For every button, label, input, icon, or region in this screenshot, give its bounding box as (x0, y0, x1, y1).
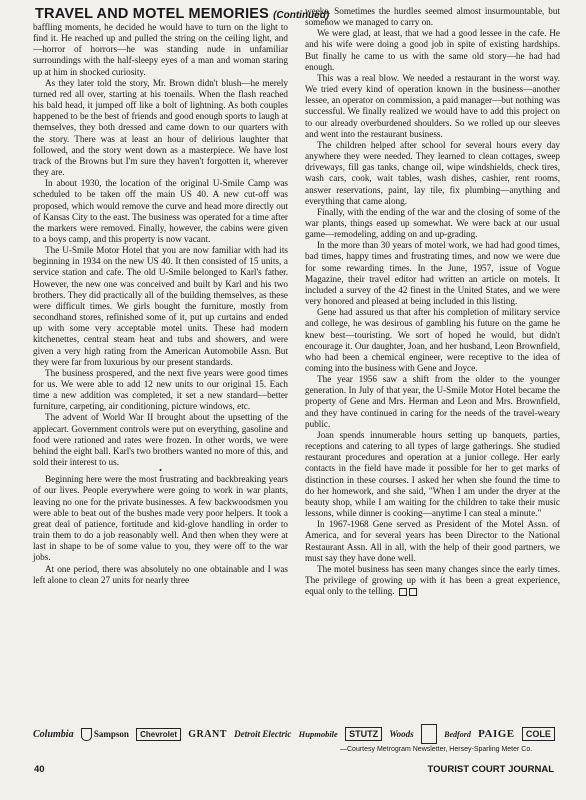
logo-stutz: STUTZ (345, 727, 382, 741)
paragraph: baffling moments, he decided he would have to turn on the light to find it. He reached up and pulled the string on the ceiling light, and—horror of horrors—he was standing nude in unfamiliar surroundings with the half-sleepy eyes of a man and woman staring up at him in shocked curiosity. (33, 22, 288, 77)
paragraph: Gene had assured us that after his completion of military service and college, he was desirous of gambling his future on the game he knew best—touristing. We sort of hoped he would, but didn't encourage it. Our daughter, Joan, and her husband, Leon Brownfield, who had been a chemical engineer, were receptive to the idea of coming into the business with Gene and Joyce. (305, 307, 560, 373)
logo-detroit-electric: Detroit Electric (234, 729, 292, 739)
paragraph: In about 1930, the location of the original U-Smile Camp was scheduled to be taken off the main US 40. A new cut-off was proposed, which would remove the curve and head more directly out of Kansas City to the east. The business was operated for a time after the markers were removed. Finally, however, the cabins were given to a boys camp, and this property is now vacant. (33, 178, 288, 244)
paragraph: The U-Smile Motor Hotel that you are now familiar with had its beginning in 1934 on the new US 40. It then consisted of 15 units, a service station and cafe. The old U-Smile belonged to Karl's father. However, the new one was conceived and built by Karl and his two brothers. They did practically all of the building themselves, as these were difficult times. We girls bought the furniture, mostly from secondhand stores, refinished some of it, put up curtains and ended up with some very acceptable motel units. These had modern kitchenettes, central steam heat and tubs and showers, and were given a very high rating from the American Automobile Assn. But they were far from luxurious by our present standards. (33, 245, 288, 367)
logo-hupmobile: Hupmobile (298, 729, 338, 739)
paragraph: Finally, with the ending of the war and the closing of some of the war plants, things eased up somewhat. We were back at our usual game—remodeling, adding on and up-grading. (305, 206, 560, 240)
logo-cole: COLE (522, 727, 555, 741)
paragraph-last (305, 564, 560, 597)
logo-sampson: Sampson (81, 728, 129, 741)
closing-text: The motel business has seen many changes since the early times. The privilege of growing up with it has been a great experience, equal only to the telling. (305, 563, 560, 597)
paragraph: We were glad, at least, that we had a good lessee in the cafe. He and his wife were doing a good job in spite of existing hardships. But finally he came to us with the same old story—he had had enough. (305, 28, 560, 72)
image-credit: —Courtesy Metrogram Newsletter, Hersey-Sparling Meter Co. (340, 746, 533, 753)
logo-columbia: Columbia (33, 728, 74, 740)
logo-grant: GRANT (188, 728, 227, 740)
page-number: 40 (34, 764, 45, 775)
logo-packard (421, 724, 437, 744)
section-title: TRAVEL AND MOTEL MEMORIES (35, 6, 270, 22)
end-mark-icon (397, 586, 417, 596)
logo-paige: PAIGE (478, 728, 515, 740)
paragraph: In the more than 30 years of motel work, we had had good times, bad times, happy times and frustrating times, and now we were due for some rewarding times. In the June, 1957, issue of Vogue Magazine, their travel editor had written an article on motels. It included a survey of the 42 finest in the United States, and we were very honored and pleased at being included in this listing. (305, 240, 560, 307)
paragraph: At one period, there was absolutely no one obtainable and I was left alone to clean 27 units for nearly three (33, 563, 288, 585)
magazine-name: TOURIST COURT JOURNAL (427, 764, 554, 775)
paragraph: Joan spends innumerable hours setting up banquets, parties, receptions and catering to all types of large gatherings. She studied restaurant procedures and operation at a junior college. Her early contacts in the field have made it possible for her to get marks of distinction in these courses. I asked her when she found the time to do her homework, and she said, "When I am under the dryer at the beauty shop, while I am waiting for the children to take their music lessons, while dinner is cooking—anytime I can steal a minute." (305, 429, 560, 519)
logo-bedford: Bedford (444, 729, 471, 739)
logo-woods: Woods (389, 729, 414, 739)
paragraph: The children helped after school for several hours every day anywhere they were needed. They learned to clean cottages, sweep driveways, fill gas tanks, change oil, wipe windshields, check tires, wash cars, cook, wait tables, wash dishes, cashier, rent rooms, answer reservations, paint, lay tile, fix plumbing—anything and everything that came along. (305, 139, 560, 206)
paragraph: As they later told the story, Mr. Brown didn't blush—he merely turned red all over, starting at his toenails. When the flash reached his bald head, it jumped off like a bolt of lightning. As both couples happened to be the best of friends and good enough sports to laugh at themselves, they both dressed and came down to our quarters with the story. There was at least an hour of delirious laughter that followed, and the story went down as a masterpiece. We have lost track of the Browns but I'm sure they haven't forgotten it, wherever they are. (33, 77, 288, 178)
right-column (305, 6, 560, 597)
paragraph: The business prospered, and the next five years were good times for us. We were able to add 12 new units to our original 15. Each time a new addition was completed, it set a new standard—better furniture, carpeting, air conditioning, picture windows, etc. (33, 367, 288, 412)
paragraph: In 1967-1968 Gene served as President of the Motel Assn. of America, and for several years has been Director to the National Restaurant Assn. All in all, with the help of their good partners, we must say they have done well. (305, 519, 560, 563)
paragraph: weeks. Sometimes the hurdles seemed almost insurmountable, but somehow we managed to carry on. (305, 6, 560, 28)
paragraph: Beginning here were the most frustrating and backbreaking years of our lives. People everywhere were going to work in war plants, leaving no one for the private businesses. A few backwoodsmen you were able to beat out of the bushes made very poor helpers. It took a great deal of patience, fortitude and kid-glove handling in order to train them to do a job reasonably well. And then when they were at last in shape to be of some value to you, they were off to the war jobs. (33, 474, 288, 563)
ornament-mark: • (159, 466, 162, 476)
paragraph: The year 1956 saw a shift from the older to the younger generation. In July of that year, the U-Smile Motor Hotel became the property of Gene and Mrs. Herman and Leon and Mrs. Brownfield, and they have continued in caring for the needs of the travel-weary public. (305, 374, 560, 429)
logo-chevrolet: Chevrolet (136, 728, 181, 741)
paragraph: This was a real blow. We needed a restaurant in the worst way. We tried every kind of operation known in the business—another lessee, an operator on commission, a paid manager—but nothing was successful. We finally realized we would have to add this project on to our already overburdened shoulders. So we rolled up our sleeves and went into the restaurant business. (305, 72, 560, 139)
continued-label: (Continued) (273, 10, 330, 21)
paragraph: The advent of World War II brought about the upsetting of the applecart. Government controls were put on everything, gasoline and food were rationed and rates were frozen. In other words, we were behind the eight ball. Karl's two brothers wanted no more of this, and sold their interest to us. (33, 412, 288, 468)
left-column (33, 22, 288, 586)
